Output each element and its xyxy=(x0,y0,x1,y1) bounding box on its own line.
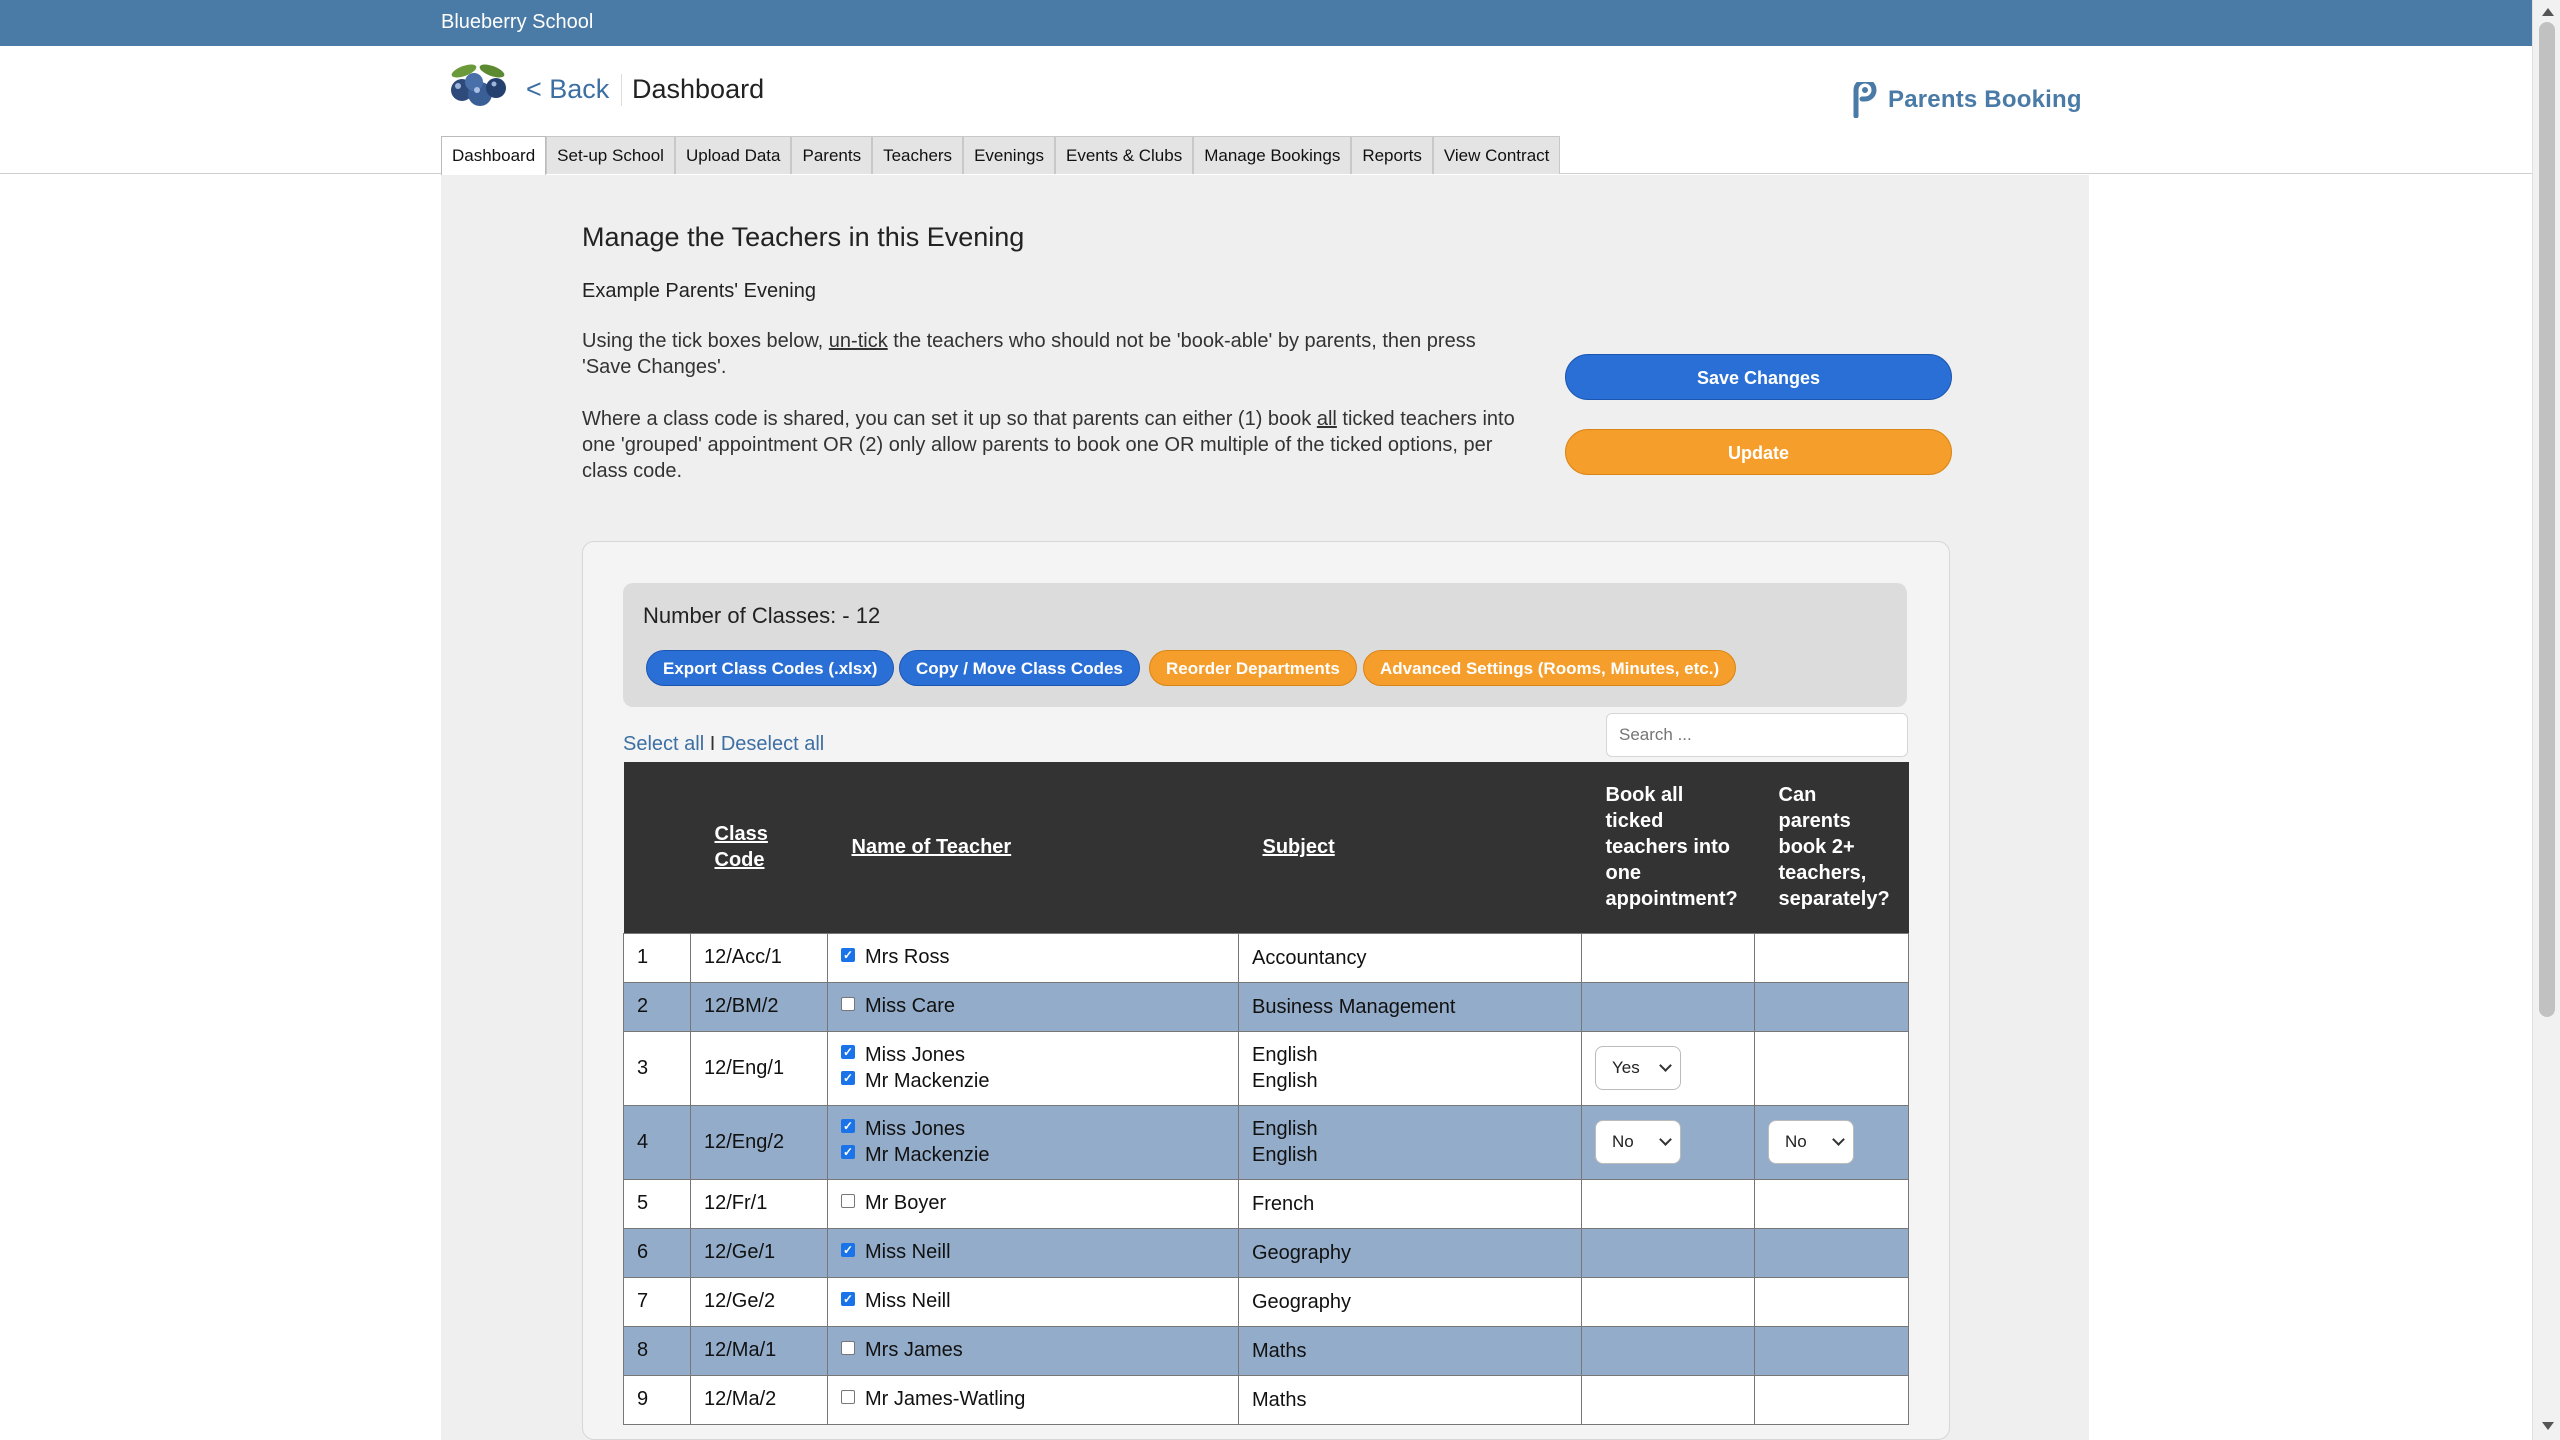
subject-name: English xyxy=(1252,1118,1318,1140)
subject-name: English xyxy=(1252,1044,1318,1066)
header-teacher[interactable] xyxy=(828,762,1239,933)
teacher-name: Mr James-Watling xyxy=(865,1388,1026,1410)
row-number: 7 xyxy=(624,1277,691,1326)
separately-select[interactable] xyxy=(1768,1120,1854,1164)
save-changes-button[interactable]: Save Changes xyxy=(1565,354,1952,400)
teacher-checkbox[interactable] xyxy=(841,1145,855,1159)
class-count: Number of Classes: - 12 xyxy=(643,603,881,628)
back-link[interactable]: < Back xyxy=(526,74,610,104)
page-title: Dashboard xyxy=(632,74,765,104)
tab-manage-bookings[interactable]: Manage Bookings xyxy=(1193,136,1351,174)
export-class-codes-button[interactable]: Export Class Codes (.xlsx) xyxy=(646,650,894,686)
class-code-cell: 12/Ge/1 xyxy=(691,1228,828,1277)
instructions-paragraph-2 xyxy=(582,406,1522,484)
subject-cell xyxy=(1239,1105,1582,1179)
tab-parents[interactable]: Parents xyxy=(791,136,872,174)
book-all-cell xyxy=(1582,933,1755,982)
chevron-down-icon xyxy=(1659,1059,1672,1072)
header-class-code[interactable] xyxy=(691,762,828,933)
teacher-checkbox[interactable] xyxy=(841,1390,855,1404)
para2-underlined: all xyxy=(1316,408,1337,430)
update-button[interactable]: Update xyxy=(1565,429,1952,475)
book-all-cell xyxy=(1582,1031,1755,1105)
class-code-cell: 12/Ma/1 xyxy=(691,1326,828,1375)
table-row xyxy=(624,1375,1909,1424)
row-number: 8 xyxy=(624,1326,691,1375)
advanced-settings-button[interactable]: Advanced Settings (Rooms, Minutes, etc.) xyxy=(1363,650,1736,686)
row-number: 9 xyxy=(624,1375,691,1424)
para1-text-a: Using the tick boxes below, xyxy=(582,330,829,352)
teacher-name: Mr Mackenzie xyxy=(865,1069,990,1092)
separately-header-label: Can parents book 2+ teachers, separately? xyxy=(1778,784,1890,911)
book-all-cell xyxy=(1582,1326,1755,1375)
class-code-cell: 12/Eng/2 xyxy=(691,1105,828,1179)
header-book-all xyxy=(1582,762,1755,933)
class-code-cell: 12/Eng/1 xyxy=(691,1031,828,1105)
subject-cell xyxy=(1239,1375,1582,1424)
para1-text-b: the teachers who should not be 'book-able' by parents, then press 'Save Changes'. xyxy=(582,330,1476,378)
brand-name: Parents Booking xyxy=(1888,86,2082,113)
teacher-entry xyxy=(841,945,1225,971)
para2-text-a: Where a class code is shared, you can set it up so that parents can either (1) book xyxy=(582,408,1317,430)
class-code-cell: 12/Ge/2 xyxy=(691,1277,828,1326)
select-value: No xyxy=(1785,1132,1807,1151)
table-row xyxy=(624,933,1909,982)
evening-name: Example Parents' Evening xyxy=(582,280,816,302)
row-number: 1 xyxy=(624,933,691,982)
teacher-entry xyxy=(841,1116,1225,1142)
teacher-header-label[interactable]: Name of Teacher xyxy=(851,836,1012,859)
instructions-paragraph-1 xyxy=(582,328,1522,380)
header-divider xyxy=(621,74,622,106)
subject-cell xyxy=(1239,1228,1582,1277)
class-code-cell: 12/BM/2 xyxy=(691,982,828,1031)
select-all-link[interactable]: Select all xyxy=(623,733,705,755)
subject-header-label[interactable]: Subject xyxy=(1262,836,1335,859)
header xyxy=(0,46,2532,174)
tab-setup-school[interactable]: Set-up School xyxy=(546,136,675,174)
row-number: 3 xyxy=(624,1031,691,1105)
teacher-cell xyxy=(828,1179,1239,1228)
top-bar xyxy=(0,0,2532,46)
tab-evenings[interactable]: Evenings xyxy=(963,136,1055,174)
row-number: 4 xyxy=(624,1105,691,1179)
tab-upload-data[interactable]: Upload Data xyxy=(675,136,792,174)
book-all-cell xyxy=(1582,982,1755,1031)
separately-cell xyxy=(1755,933,1909,982)
table-row xyxy=(624,1031,1909,1105)
teacher-entry xyxy=(841,994,1225,1020)
tab-teachers[interactable]: Teachers xyxy=(872,136,963,174)
teacher-checkbox[interactable] xyxy=(841,1071,855,1085)
main-tabs xyxy=(441,136,1560,175)
reorder-departments-button[interactable]: Reorder Departments xyxy=(1149,650,1357,686)
subject-name: French xyxy=(1252,1192,1315,1215)
tab-events-clubs[interactable]: Events & Clubs xyxy=(1055,136,1193,174)
section-heading: Manage the Teachers in this Evening xyxy=(582,222,1025,252)
classes-table xyxy=(623,762,1909,1425)
teacher-checkbox[interactable] xyxy=(841,1243,855,1257)
chevron-down-icon xyxy=(1832,1133,1845,1146)
subject-cell xyxy=(1239,1031,1582,1105)
table-row xyxy=(624,1228,1909,1277)
page-scrollbar[interactable] xyxy=(2532,0,2560,1440)
teacher-checkbox[interactable] xyxy=(841,1292,855,1306)
tab-dashboard[interactable]: Dashboard xyxy=(441,136,546,175)
book-all-cell xyxy=(1582,1179,1755,1228)
teacher-cell xyxy=(828,1375,1239,1424)
teacher-entry xyxy=(841,1068,1225,1094)
table-row xyxy=(624,1179,1909,1228)
teacher-cell xyxy=(828,1105,1239,1179)
subject-name: Maths xyxy=(1252,1388,1307,1411)
school-name: Blueberry School xyxy=(441,11,594,33)
tab-reports[interactable]: Reports xyxy=(1351,136,1433,174)
teacher-checkbox[interactable] xyxy=(841,997,855,1011)
row-number: 5 xyxy=(624,1179,691,1228)
teacher-name: Mr Boyer xyxy=(865,1192,947,1214)
book-all-select[interactable] xyxy=(1595,1120,1681,1164)
scroll-down-arrow-icon[interactable] xyxy=(2542,1422,2554,1430)
table-header-row xyxy=(624,762,1909,933)
subject-name: Accountancy xyxy=(1252,946,1367,969)
header-separately xyxy=(1755,762,1909,933)
subject-name: English xyxy=(1252,1070,1318,1092)
table-row xyxy=(624,1326,1909,1375)
deselect-all-link[interactable]: Deselect all xyxy=(720,733,825,755)
separately-cell xyxy=(1755,982,1909,1031)
teacher-checkbox[interactable] xyxy=(841,1341,855,1355)
tab-view-contract[interactable]: View Contract xyxy=(1433,136,1561,174)
teacher-name: Miss Care xyxy=(865,995,956,1017)
subject-cell xyxy=(1239,982,1582,1031)
subject-name: English xyxy=(1252,1144,1318,1166)
header-subject[interactable] xyxy=(1239,762,1582,933)
book-all-cell xyxy=(1582,1277,1755,1326)
teacher-entry xyxy=(841,1387,1225,1413)
brand-logo xyxy=(1850,82,2082,118)
teacher-cell xyxy=(828,1228,1239,1277)
teacher-cell xyxy=(828,1031,1239,1105)
teacher-checkbox[interactable] xyxy=(841,948,855,962)
scroll-thumb[interactable] xyxy=(2539,22,2555,1017)
book-all-cell xyxy=(1582,1105,1755,1179)
teacher-entry xyxy=(841,1142,1225,1168)
subject-name: Geography xyxy=(1252,1290,1351,1313)
subject-name: Maths xyxy=(1252,1339,1307,1362)
class-toolbar xyxy=(623,583,1907,707)
teacher-cell xyxy=(828,1326,1239,1375)
class-code-cell: 12/Fr/1 xyxy=(691,1179,828,1228)
selection-links xyxy=(623,733,824,756)
separately-cell xyxy=(1755,1031,1909,1105)
teacher-name: Miss Jones xyxy=(865,1117,966,1140)
subject-cell xyxy=(1239,933,1582,982)
teacher-entry xyxy=(841,1191,1225,1217)
teacher-entry xyxy=(841,1042,1225,1068)
selection-separator: I xyxy=(709,733,716,755)
book-all-cell xyxy=(1582,1375,1755,1424)
teacher-name: Mrs Ross xyxy=(865,946,950,968)
teacher-cell xyxy=(828,1277,1239,1326)
table-row xyxy=(624,1105,1909,1179)
copy-move-class-codes-button[interactable]: Copy / Move Class Codes xyxy=(899,650,1140,686)
class-code-header-label[interactable]: Class Code xyxy=(714,823,768,872)
table-row xyxy=(624,1277,1909,1326)
select-value: Yes xyxy=(1612,1058,1640,1077)
separately-cell xyxy=(1755,1277,1909,1326)
table-row xyxy=(624,982,1909,1031)
teacher-name: Miss Jones xyxy=(865,1043,966,1066)
subject-cell xyxy=(1239,1277,1582,1326)
teacher-cell xyxy=(828,982,1239,1031)
row-number: 2 xyxy=(624,982,691,1031)
class-code-cell: 12/Acc/1 xyxy=(691,933,828,982)
teacher-entry xyxy=(841,1289,1225,1315)
teacher-entry xyxy=(841,1338,1225,1364)
separately-cell xyxy=(1755,1228,1909,1277)
para2-text-b: ticked teachers into one 'grouped' appointment OR (2) only allow parents to book one OR multiple of the ticked options, per class code. xyxy=(582,408,1515,482)
separately-cell xyxy=(1755,1326,1909,1375)
subject-name: Geography xyxy=(1252,1241,1351,1264)
subject-cell xyxy=(1239,1179,1582,1228)
blueberry-logo-icon xyxy=(444,62,512,110)
teacher-name: Miss Neill xyxy=(865,1290,951,1312)
teacher-cell xyxy=(828,933,1239,982)
row-number: 6 xyxy=(624,1228,691,1277)
chevron-down-icon xyxy=(1659,1133,1672,1146)
book-all-select[interactable] xyxy=(1595,1046,1681,1090)
teacher-name: Miss Neill xyxy=(865,1241,951,1263)
book-all-header-label: Book all ticked teachers into one appointment? xyxy=(1605,784,1738,911)
separately-cell xyxy=(1755,1179,1909,1228)
class-code-cell: 12/Ma/2 xyxy=(691,1375,828,1424)
subject-name: Business Management xyxy=(1252,995,1456,1018)
separately-cell xyxy=(1755,1105,1909,1179)
teacher-checkbox[interactable] xyxy=(841,1045,855,1059)
select-value: No xyxy=(1612,1132,1634,1151)
parents-booking-logo-icon xyxy=(1850,82,1880,118)
teacher-name: Mr Mackenzie xyxy=(865,1143,990,1166)
separately-cell xyxy=(1755,1375,1909,1424)
header-number xyxy=(624,762,691,933)
teacher-checkbox[interactable] xyxy=(841,1119,855,1133)
teacher-name: Mrs James xyxy=(865,1339,963,1361)
scroll-up-arrow-icon[interactable] xyxy=(2542,8,2554,16)
search-input[interactable] xyxy=(1606,713,1908,757)
teacher-entry xyxy=(841,1240,1225,1266)
subject-cell xyxy=(1239,1326,1582,1375)
book-all-cell xyxy=(1582,1228,1755,1277)
teacher-checkbox[interactable] xyxy=(841,1194,855,1208)
para1-underlined: un-tick xyxy=(828,330,888,352)
